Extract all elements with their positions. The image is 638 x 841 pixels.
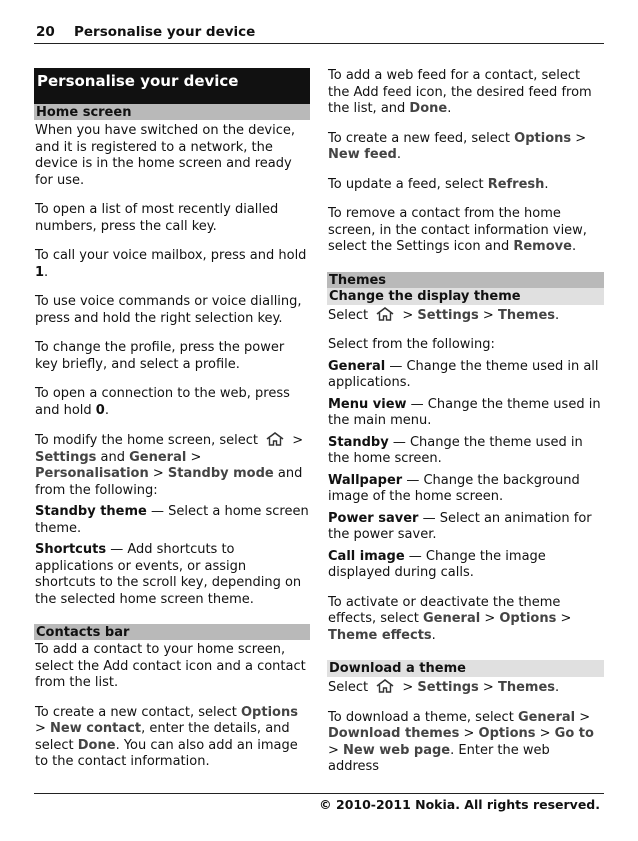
standby-theme-item: Standby theme — Select a home screen theme. xyxy=(35,504,309,536)
theme-power-saver-item: Power saver — Select an animation for the power saver. xyxy=(328,510,592,542)
section-themes: Themes xyxy=(327,272,604,288)
themes-select-path: Select > Settings > Themes. xyxy=(328,307,560,323)
left-column xyxy=(34,68,310,771)
copyright: © 2010-2011 Nokia. All rights reserved. xyxy=(319,797,600,812)
section-contacts-bar: Contacts bar xyxy=(34,624,310,640)
home-p5: To change the profile, press the power key briefly, and select a profile. xyxy=(35,340,285,372)
contacts-p4: To create a new feed, select Options > New feed. xyxy=(328,130,587,162)
home-p4: To use voice commands or voice dialling, press and hold the right selection key. xyxy=(35,294,302,326)
contacts-p6: To remove a contact from the home screen, in the contact information view, select the Settings icon and Remove. xyxy=(328,206,587,254)
page-header xyxy=(34,24,604,44)
themes-from-following: Select from the following: xyxy=(328,337,495,352)
contacts-p5: To update a feed, select Refresh. xyxy=(328,176,549,192)
contacts-p2: To create a new contact, select Options > New contact, enter the details, and select Done. You can also add an image to the contact information. xyxy=(35,704,298,769)
theme-call-image-item: Call image — Change the image displayed during calls. xyxy=(328,548,546,580)
key-1: 1 xyxy=(35,264,45,280)
theme-standby-item: Standby — Change the theme used in the home screen. xyxy=(328,434,583,466)
contacts-p1: To add a contact to your home screen, select the Add contact icon and a contact from the list. xyxy=(35,642,306,690)
page-number: 20 xyxy=(36,24,55,40)
contacts-p3: To add a web feed for a contact, select the Add feed icon, the desired feed from the list, and Done. xyxy=(328,68,592,116)
section-home-screen: Home screen xyxy=(34,104,310,120)
home-p6: To open a connection to the web, press and hold 0. xyxy=(35,386,290,418)
page-footer xyxy=(34,793,604,812)
home-p7: To modify the home screen, select > Settings and General > Personalisation > Standby mode and from the following: xyxy=(35,433,304,498)
home-icon xyxy=(375,679,395,693)
theme-effects-p: To activate or deactivate the theme effects, select General > Options > Theme effects. xyxy=(328,594,572,643)
home-p1: When you have switched on the device, and it is registered to a network, the device is in the home screen and ready for use. xyxy=(35,123,296,188)
home-icon xyxy=(265,432,285,446)
theme-general-item: General — Change the theme used in all applications. xyxy=(328,358,599,390)
key-0: 0 xyxy=(95,402,105,418)
theme-wallpaper-item: Wallpaper — Change the background image of the home screen. xyxy=(328,472,580,504)
theme-menu-view-item: Menu view — Change the theme used in the main menu. xyxy=(328,396,601,428)
home-icon xyxy=(375,307,395,321)
main-title: Personalise your device xyxy=(34,68,310,104)
subsection-download-theme: Download a theme xyxy=(327,660,604,677)
home-p2: To open a list of most recently dialled numbers, press the call key. xyxy=(35,202,279,234)
shortcuts-item: Shortcuts — Add shortcuts to applications or events, or assign shortcuts to the scroll key, depending on the selected home screen theme. xyxy=(35,542,302,607)
download-select-path: Select > Settings > Themes. xyxy=(328,680,560,695)
header-title: Personalise your device xyxy=(74,24,256,40)
download-p: To download a theme, select General > Download themes > Options > Go to > New web page. Enter the web address xyxy=(328,709,594,774)
subsection-change-display-theme: Change the display theme xyxy=(327,288,604,305)
right-column xyxy=(327,68,604,776)
home-p3: To call your voice mailbox, press and hold 1. xyxy=(35,248,307,280)
